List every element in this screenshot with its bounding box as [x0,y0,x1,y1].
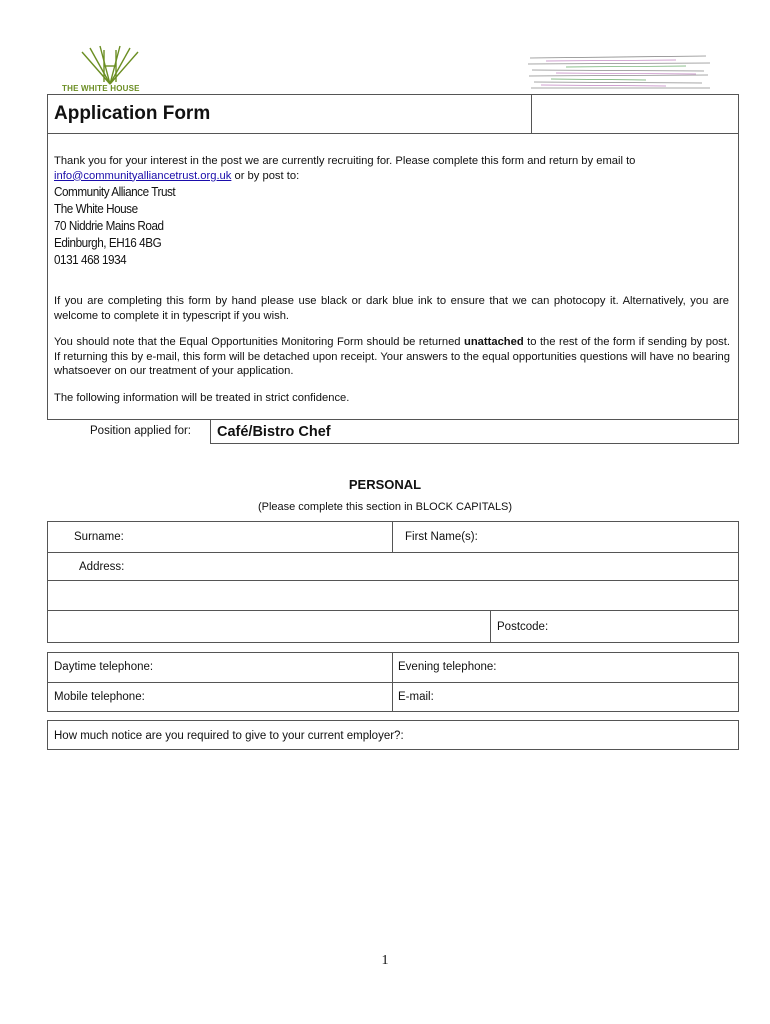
email-label: E-mail: [398,691,434,703]
eo-text-bold: unattached [464,336,524,348]
address-line: Community Alliance Trust [54,184,176,199]
equal-opportunities-note [54,335,730,379]
eo-text-after: to the rest of the form if sending by post. If returning this by e-mail, this form will be detached upon receipt. Your answers to the equal opportunities questions will have no bearing whatsoever on our treatment of your application. [54,336,730,377]
position-label: Position applied for: [90,425,192,437]
intro-after-email: or by post to: [231,169,300,182]
personal-section-title: PERSONAL [348,477,422,492]
intro-text [54,154,734,183]
eo-text-before: You should note that the Equal Opportunities Monitoring Form should be returned [54,336,464,348]
address-line: Edinburgh, EH16 4BG [54,235,162,250]
page-number: 1 [381,953,389,968]
postcode-label: Postcode: [497,621,549,633]
ink-note: If you are completing this form by hand please use black or dark blue ink to ensure that we can photocopy it. Alternatively, you are welcome to complete it in typescript if you wish. [54,295,729,322]
personal-section-subtitle: (Please complete this section in BLOCK CAPITALS) [257,501,513,513]
address-line: 0131 468 1934 [54,252,127,267]
first-name-label: First Name(s): [405,531,478,543]
surname-label: Surname: [74,531,124,543]
mobile-telephone-label: Mobile telephone: [54,691,145,703]
scribble-graphic [526,44,712,94]
page-title: Application Form [54,103,211,124]
email-field[interactable] [392,682,738,711]
logo-text: THE WHITE HOUSE [62,84,140,93]
address-label: Address: [79,561,125,573]
contact-email-link[interactable]: info@communityalliancetrust.org.uk [54,169,232,182]
daytime-telephone-label: Daytime telephone: [54,661,154,673]
postal-address [54,183,324,268]
confidence-note: The following information will be treated in strict confidence. [54,392,350,404]
address-line: 70 Niddrie Mains Road [54,218,164,233]
intro-line1: Thank you for your interest in the post we are currently recruiting for. Please complete this form and return by email to [54,155,636,167]
position-value: Café/Bistro Chef [217,424,331,440]
notice-period-label: How much notice are you required to give to your current employer?: [54,730,404,742]
address-line: The White House [54,201,138,216]
evening-telephone-label: Evening telephone: [398,661,497,673]
